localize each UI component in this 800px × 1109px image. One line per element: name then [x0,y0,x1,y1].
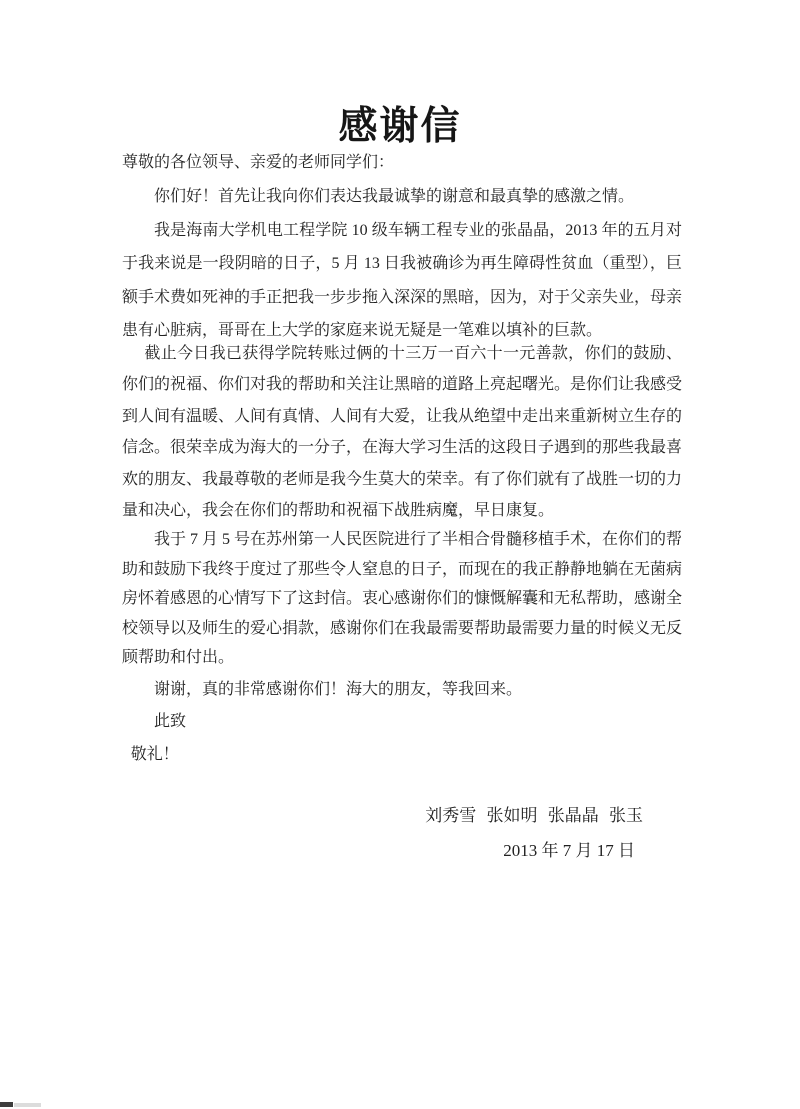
letter-paragraph-surgery: 我于 7 月 5 号在苏州第一人民医院进行了半相合骨髓移植手术，在你们的帮助和鼓励下我终于度过了那些令人窒息的日子，而现在的我正静静地躺在无菌病房怀着感恩的心情写下了这封信。衷心感谢你们的慷慨解囊和无私帮助，感谢全校领导以及师生的爱心捐款，感谢你们在我最需要帮助最需要力量的时候义无反顾帮助和付出。 [122,531,683,667]
letter-title: 感谢信 [338,105,462,148]
letter-thanks-line: 谢谢，真的非常感谢你们！海大的朋友，等我回来。 [154,681,523,698]
scan-artifact-dark [0,1102,13,1107]
letter-paragraph-introduction: 我是海南大学机电工程学院 10 级车辆工程专业的张晶晶，2013 年的五月对于我来说是一段阴暗的日子，5 月 13 日我被确诊为再生障碍性贫血（重型），巨额手术费如死神的手正把我一步步拖入深深的黑暗，因为，对于父亲失业，母亲患有心脏病，哥哥在上大学的家庭来说无疑是一笔难以填补的巨款。 [122,222,683,340]
letter-paragraph-donations: 截止今日我已获得学院转账过俩的十三万一百六十一元善款，你们的鼓励、你们的祝福、你们对我的帮助和关注让黑暗的道路上亮起曙光。是你们让我感受到人间有温暖、人间有真情、人间有大爱，让我从绝望中走出来重新树立生存的信念。很荣幸成为海大的一分子，在海大学习生活的这段日子遇到的那些我最喜欢的朋友、我最尊敬的老师是我今生莫大的荣幸。有了你们就有了战胜一切的力量和决心，我会在你们的帮助和祝福下战胜病魔，早日康复。 [122,345,683,520]
signature-names: 刘秀雪 张如明 张晶晶 张玉 [425,806,643,825]
signature-date: 2013 年 7 月 17 日 [503,841,635,860]
letter-closing-cizhi: 此致 [154,713,187,730]
scan-artifact-light [14,1103,41,1107]
letter-closing-jingli: 敬礼！ [130,746,179,763]
letter-paragraph-greeting: 你们好！首先让我向你们表达我最诚挚的谢意和最真挚的感激之情。 [154,188,635,205]
letter-salutation: 尊敬的各位领导、亲爱的老师同学们： [122,154,395,171]
